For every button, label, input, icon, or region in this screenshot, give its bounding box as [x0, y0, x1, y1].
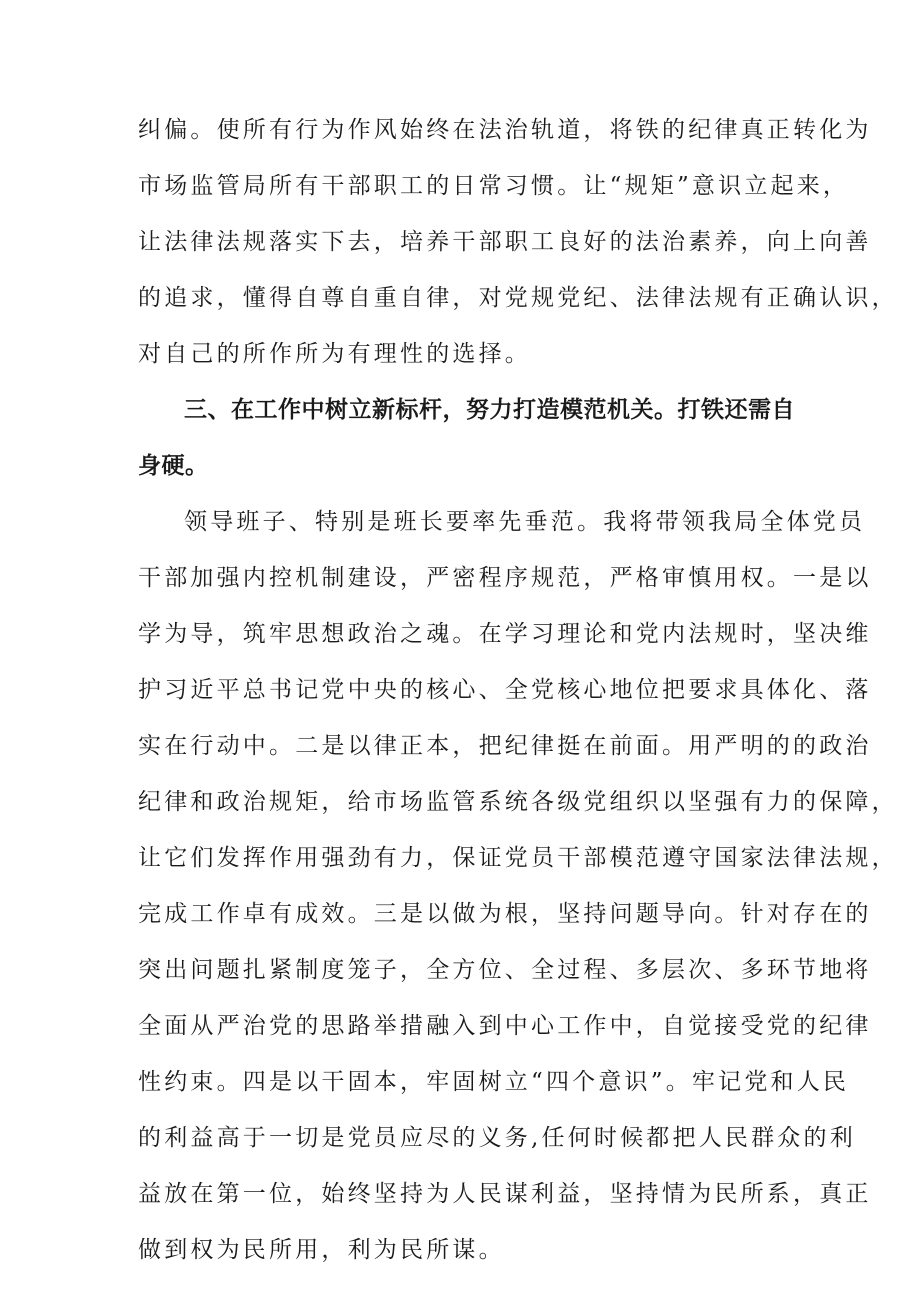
- paragraph-line: 干部加强内控机制建设，严密程序规范，严格审慎用权。一是以: [138, 565, 872, 591]
- paragraph-line: 纪律和政治规矩，给市场监管系统各级党组织以坚强有力的保障，: [138, 789, 898, 815]
- paragraph-line: 的追求，懂得自尊自重自律，对党规党纪、法律法规有正确认识，: [138, 285, 898, 311]
- paragraph-line: 对自己的所作所为有理性的选择。: [138, 341, 531, 367]
- paragraph-line: 完成工作卓有成效。三是以做为根，坚持问题导向。针对存在的: [138, 901, 872, 927]
- paragraph-line: 做到权为民所用，利为民所谋。: [138, 1237, 505, 1263]
- paragraph-line: 领导班子、特别是班长要率先垂范。我将带领我局全体党员: [184, 509, 866, 535]
- paragraph-line: 护习近平总书记党中央的核心、全党核心地位把要求具体化、落: [138, 677, 872, 703]
- section-heading: 三、在工作中树立新标杆，努力打造模范机关。打铁还需自: [184, 397, 795, 423]
- section-heading: 身硬。: [138, 453, 209, 479]
- paragraph-line: 突出问题扎紧制度笼子，全方位、全过程、多层次、多环节地将: [138, 957, 872, 983]
- paragraph-line: 的利益高于一切是党员应尽的义务,任何时候都把人民群众的利: [138, 1125, 856, 1151]
- paragraph-line: 纠偏。使所有行为作风始终在法治轨道，将铁的纪律真正转化为: [138, 117, 872, 143]
- paragraph-line: 市场监管局所有干部职工的日常习惯。让“规矩”意识立起来，: [138, 173, 850, 199]
- paragraph-line: 让它们发挥作用强劲有力，保证党员干部模范遵守国家法律法规，: [138, 845, 898, 871]
- paragraph-line: 性约束。四是以干固本，牢固树立“四个意识”。牢记党和人民: [138, 1069, 850, 1095]
- paragraph-line: 益放在第一位，始终坚持为人民谋利益，坚持情为民所系，真正: [138, 1181, 872, 1207]
- paragraph-line: 全面从严治党的思路举措融入到中心工作中，自觉接受党的纪律: [138, 1013, 872, 1039]
- paragraph-line: 让法律法规落实下去，培养干部职工良好的法治素养，向上向善: [138, 229, 872, 255]
- paragraph-line: 实在行动中。二是以律正本，把纪律挺在前面。用严明的的政治: [138, 733, 872, 759]
- paragraph-line: 学为导，筑牢思想政治之魂。在学习理论和党内法规时，坚决维: [138, 621, 872, 647]
